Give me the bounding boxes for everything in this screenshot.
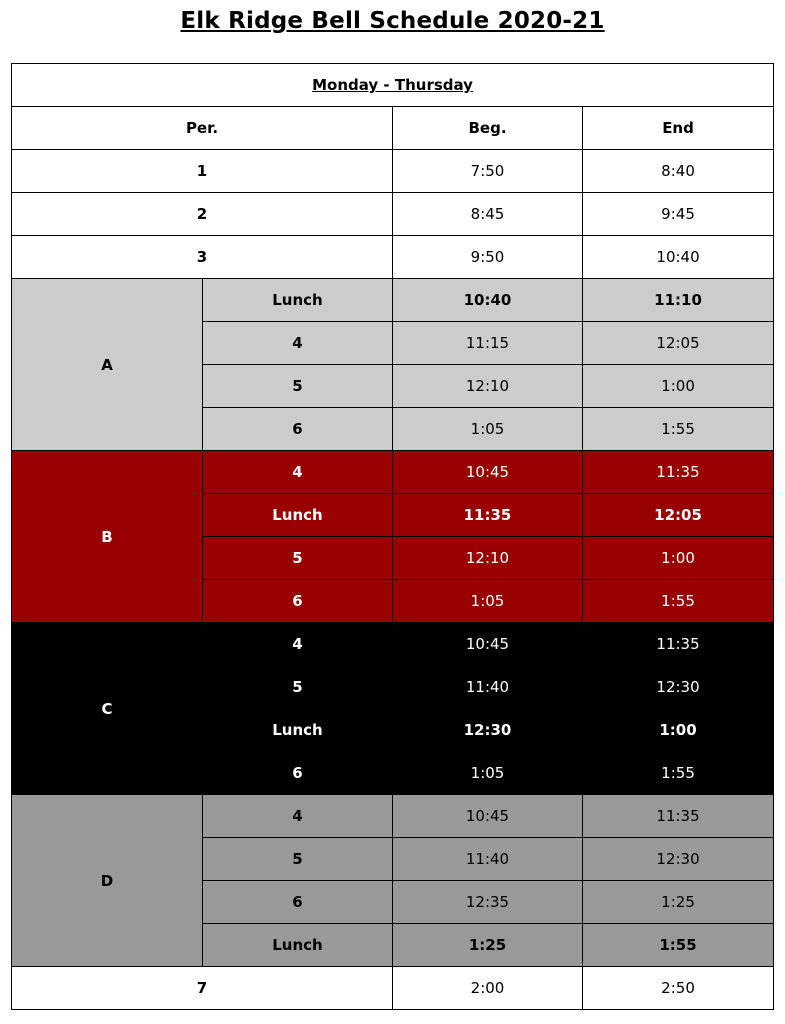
- period-cell: 4: [203, 795, 393, 838]
- begin-time-cell: 9:50: [393, 236, 583, 279]
- table-row: [12, 967, 774, 1010]
- begin-time-cell: 1:25: [393, 924, 583, 967]
- begin-time-cell: 11:15: [393, 322, 583, 365]
- column-header-begin: Beg.: [393, 107, 583, 150]
- begin-time-cell: 11:35: [393, 494, 583, 537]
- begin-time-cell: 12:10: [393, 537, 583, 580]
- table-row: [12, 279, 774, 322]
- period-cell: Lunch: [203, 924, 393, 967]
- period-cell: 2: [12, 193, 393, 236]
- period-cell: 5: [203, 838, 393, 881]
- end-time-cell: 9:45: [583, 193, 774, 236]
- begin-time-cell: 8:45: [393, 193, 583, 236]
- period-cell: 7: [12, 967, 393, 1010]
- column-header-row: [12, 107, 774, 150]
- table-row: [12, 451, 774, 494]
- day-header: Monday - Thursday: [12, 64, 774, 107]
- column-header-end: End: [583, 107, 774, 150]
- table-row: [12, 193, 774, 236]
- end-time-cell: 1:25: [583, 881, 774, 924]
- end-time-cell: 2:50: [583, 967, 774, 1010]
- end-time-cell: 12:30: [583, 838, 774, 881]
- begin-time-cell: 10:40: [393, 279, 583, 322]
- end-time-cell: 8:40: [583, 150, 774, 193]
- end-time-cell: 1:00: [583, 709, 774, 752]
- begin-time-cell: 10:45: [393, 623, 583, 666]
- begin-time-cell: 12:10: [393, 365, 583, 408]
- begin-time-cell: 11:40: [393, 666, 583, 709]
- lunch-group-label-d: D: [12, 795, 203, 967]
- period-cell: 5: [203, 365, 393, 408]
- period-cell: 3: [12, 236, 393, 279]
- lunch-group-label-c: C: [12, 623, 203, 795]
- period-cell: 4: [203, 623, 393, 666]
- period-cell: 4: [203, 322, 393, 365]
- begin-time-cell: 1:05: [393, 580, 583, 623]
- period-cell: 1: [12, 150, 393, 193]
- begin-time-cell: 7:50: [393, 150, 583, 193]
- begin-time-cell: 2:00: [393, 967, 583, 1010]
- end-time-cell: 11:35: [583, 623, 774, 666]
- period-cell: Lunch: [203, 494, 393, 537]
- bell-schedule-table: [11, 63, 774, 1010]
- end-time-cell: 1:55: [583, 580, 774, 623]
- lunch-group-label-a: A: [12, 279, 203, 451]
- end-time-cell: 11:35: [583, 795, 774, 838]
- page-title: Elk Ridge Bell Schedule 2020-21: [180, 8, 605, 34]
- period-cell: 5: [203, 537, 393, 580]
- table-row: [12, 795, 774, 838]
- end-time-cell: 1:00: [583, 365, 774, 408]
- end-time-cell: 1:55: [583, 752, 774, 795]
- end-time-cell: 10:40: [583, 236, 774, 279]
- day-header-row: [12, 64, 774, 107]
- period-cell: 6: [203, 881, 393, 924]
- period-cell: 6: [203, 580, 393, 623]
- period-cell: 4: [203, 451, 393, 494]
- column-header-period: Per.: [12, 107, 393, 150]
- period-cell: Lunch: [203, 279, 393, 322]
- end-time-cell: 11:10: [583, 279, 774, 322]
- begin-time-cell: 1:05: [393, 408, 583, 451]
- begin-time-cell: 1:05: [393, 752, 583, 795]
- period-cell: 6: [203, 752, 393, 795]
- begin-time-cell: 10:45: [393, 451, 583, 494]
- end-time-cell: 1:00: [583, 537, 774, 580]
- end-time-cell: 12:05: [583, 494, 774, 537]
- end-time-cell: 1:55: [583, 924, 774, 967]
- table-row: [12, 236, 774, 279]
- end-time-cell: 11:35: [583, 451, 774, 494]
- table-row: [12, 623, 774, 666]
- table-row: [12, 150, 774, 193]
- end-time-cell: 12:05: [583, 322, 774, 365]
- begin-time-cell: 10:45: [393, 795, 583, 838]
- begin-time-cell: 12:35: [393, 881, 583, 924]
- begin-time-cell: 11:40: [393, 838, 583, 881]
- period-cell: 6: [203, 408, 393, 451]
- end-time-cell: 1:55: [583, 408, 774, 451]
- period-cell: 5: [203, 666, 393, 709]
- lunch-group-label-b: B: [12, 451, 203, 623]
- end-time-cell: 12:30: [583, 666, 774, 709]
- period-cell: Lunch: [203, 709, 393, 752]
- begin-time-cell: 12:30: [393, 709, 583, 752]
